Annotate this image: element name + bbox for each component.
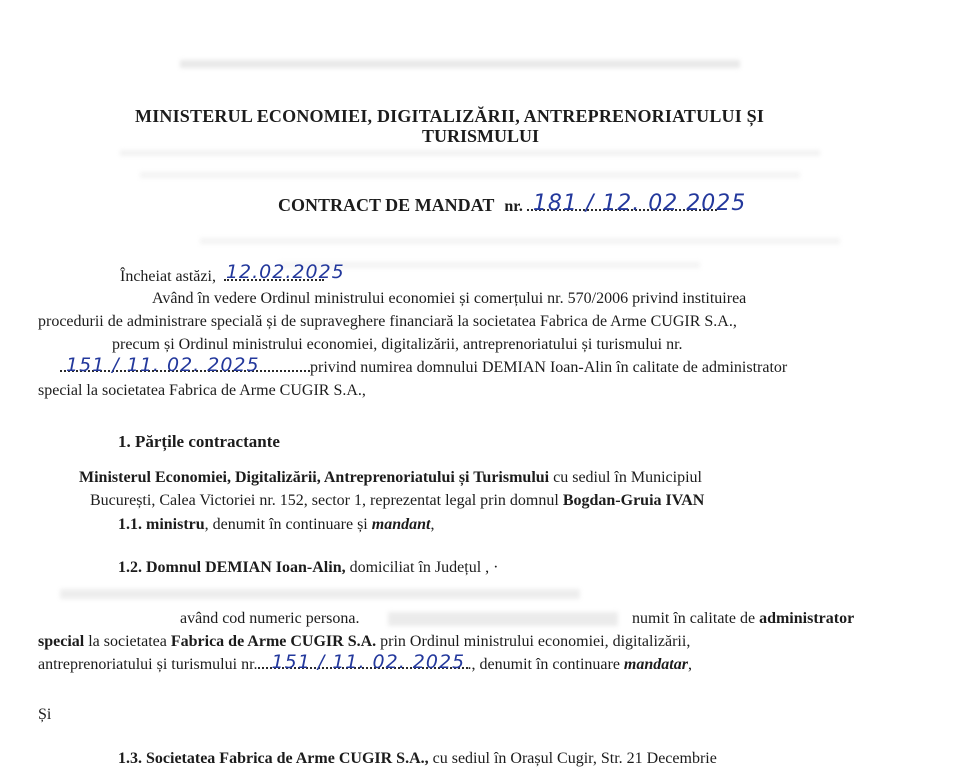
party-ministry-name: Ministerul Economiei, Digitalizării, Antreprenoriatului și Turismului (79, 469, 550, 486)
clause-1-2-term: mandatar (623, 656, 688, 673)
clause-1-2-title: Domnul DEMIAN Ioan-Alin, (146, 559, 346, 576)
preamble-line4 (60, 354, 788, 376)
clause-1-2-line1 (118, 560, 498, 576)
clause-1-2-term-end: , (687, 656, 692, 673)
clause-1-3-number: 1.3. (118, 750, 142, 767)
scan-bleed-mark (140, 172, 800, 178)
clause-1-2-order-handwritten: 151 / 11. 02. 2025 (271, 651, 466, 673)
clause-1-2-line2-right (632, 611, 854, 627)
scan-bleed-mark (120, 150, 820, 156)
clause-1-2-company: Fabrica de Arme CUGIR S.A. (170, 633, 377, 650)
preamble-line1: Având în vedere Ordinul ministrului economiei și comerțului nr. 570/2006 privind instituirea (152, 290, 747, 307)
party-ministry-seat: cu sediul în Municipiul (549, 469, 702, 486)
clause-1-2-named-text: numit în calitate de (632, 610, 760, 627)
clause-1-3-title: Societatea Fabrica de Arme CUGIR S.A., (146, 750, 429, 767)
preamble-line4-text: privind numirea domnului DEMIAN Ioan-Alin în calitate de administrator (310, 359, 788, 376)
section-1-heading: 1. Părțile contractante (118, 432, 280, 451)
redacted-area (388, 612, 618, 626)
clause-1-2-order-field (258, 651, 468, 673)
clause-1-3-text: cu sediul în Orașul Cugir, Str. 21 Decembrie (428, 750, 717, 767)
contract-title-row (278, 191, 747, 216)
order-number-handwritten: 151 / 11. 02. 2025 (66, 354, 260, 376)
contract-nr-label: nr. (504, 198, 523, 215)
clause-1-1-term: mandant (371, 516, 431, 533)
clause-1-2-line4-end: ., denumit în continuare (467, 656, 624, 673)
scan-bleed-mark (200, 238, 840, 244)
clause-1-3 (118, 751, 717, 767)
clause-1-2-cnp-text: având cod numeric persona. (180, 610, 360, 627)
clause-1-1-role: ministru (146, 516, 205, 533)
ministry-title-line1: MINISTERUL ECONOMIEI, DIGITALIZĂRII, ANTREPRENORIATULUI ȘI (135, 106, 765, 126)
clause-1-2-line3 (38, 634, 690, 650)
party-ministry-representative: Bogdan-Gruia IVAN (562, 492, 705, 509)
clause-1-1-text: , denumit în continuare și (204, 516, 372, 533)
clause-1-2-line2 (180, 611, 359, 627)
clause-1-1-number: 1.1. (118, 516, 142, 533)
order-number-field (60, 354, 310, 376)
clause-1-2-line4-start: antreprenoriatului și turismului nr. (38, 656, 258, 673)
preamble-line5: special la societatea Fabrica de Arme CUGIR S.A., (38, 382, 366, 399)
contract-number-field (527, 191, 747, 216)
concluded-row (120, 261, 345, 285)
clause-1-2-line4 (38, 651, 692, 673)
party-ministry-line2 (90, 493, 704, 509)
preamble-line3: precum și Ordinul ministrului economiei, digitalizării, antreprenoriatului și turismului nr. (112, 336, 683, 353)
contract-number-handwritten: 181 / 12. 02 2025 (532, 191, 747, 216)
clause-1-2-domicile: domiciliat în Județul , · (345, 559, 499, 576)
concluded-date-handwritten: 12.02.2025 (225, 261, 345, 283)
contract-title: CONTRACT DE MANDAT (278, 195, 495, 215)
concluded-date-field (224, 261, 345, 283)
clause-1-2-order-text: prin Ordinul ministrului economiei, digitalizării, (376, 633, 691, 650)
party-ministry-address: București, Calea Victoriei nr. 152, sector 1, reprezentat legal prin domnul (90, 492, 563, 509)
clause-1-1 (118, 517, 434, 533)
preamble-line2: procedurii de administrare specială și de supraveghere financiară la societatea Fabrica de Arme CUGIR S.A., (38, 313, 737, 330)
redacted-area (60, 589, 580, 599)
clause-1-2-role: administrator (759, 610, 855, 627)
clause-1-2-company-text: la societatea (84, 633, 171, 650)
concluded-label: Încheiat astăzi, (120, 268, 216, 285)
conjunction: Și (38, 706, 52, 723)
clause-1-2-number: 1.2. (118, 559, 142, 576)
ministry-title-line2: TURISMULUI (422, 126, 540, 146)
clause-1-2-special: special (38, 633, 85, 650)
scan-bleed-mark (180, 60, 740, 68)
party-ministry-line1 (79, 470, 702, 486)
clause-1-1-end: , (430, 516, 435, 533)
